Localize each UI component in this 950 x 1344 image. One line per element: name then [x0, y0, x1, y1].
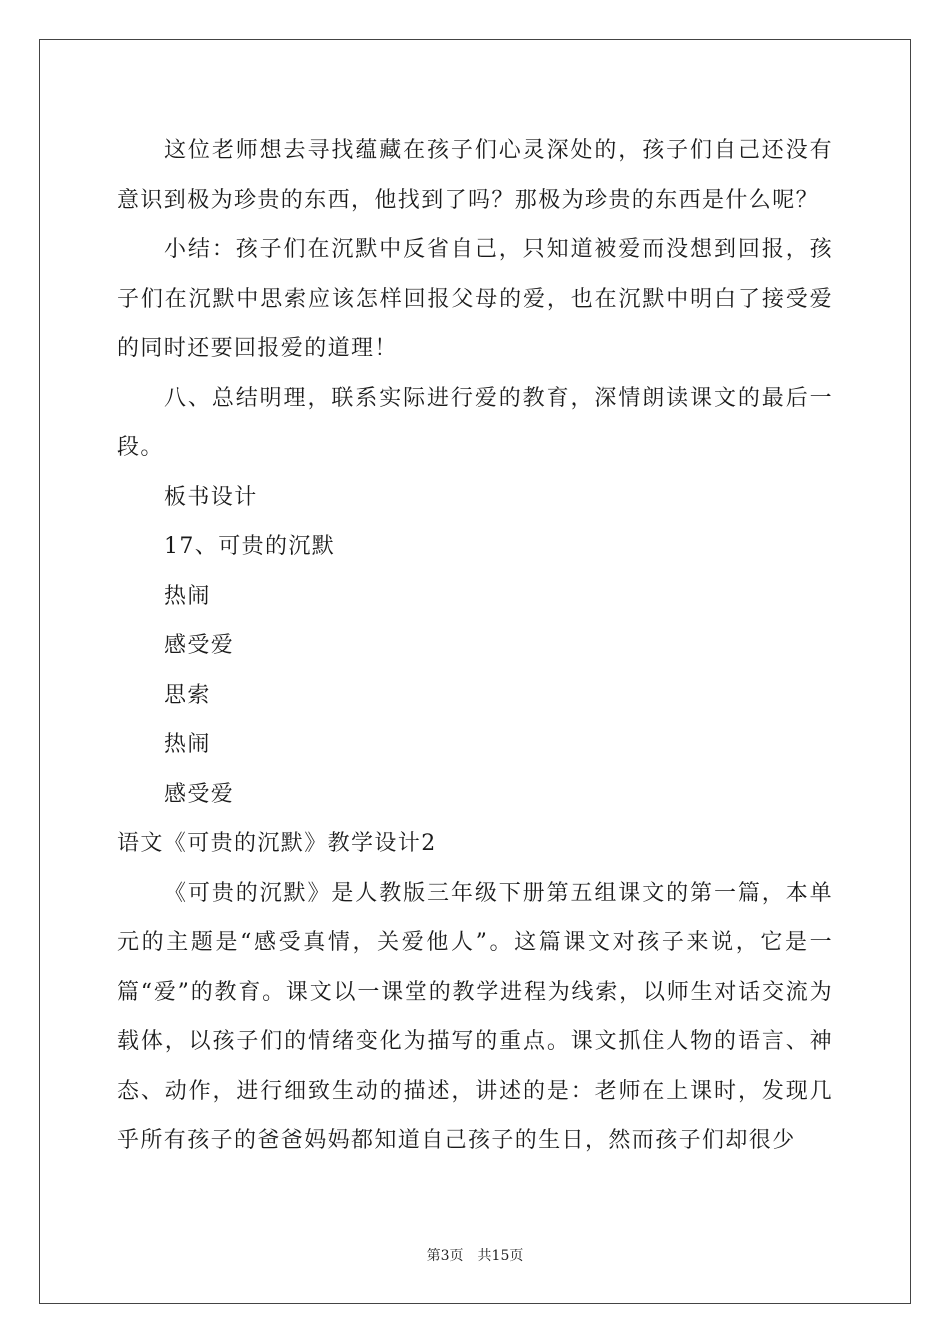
paragraph: 《可贵的沉默》是人教版三年级下册第五组课文的第一篇，本单元的主题是“感受真情，关爱他人”。这篇课文对孩子来说，它是一篇“爱”的教育。课文以一课堂的教学进程为线索，以师生对话交流为载体，以孩子们的情绪变化为描写的重点。课文抓住人物的语言、神态、动作，进行细致生动的描述，讲述的是：老师在上课时，发现几乎所有孩子的爸爸妈妈都知道自己孩子的生日，然而孩子们却很少 [117, 880, 833, 1153]
paragraph: 这位老师想去寻找蕴藏在孩子们心灵深处的，孩子们自己还没有意识到极为珍贵的东西，他找到了吗？那极为珍贵的东西是什么呢？ [117, 138, 833, 213]
page-footer [0, 1245, 950, 1265]
paragraph: 小结：孩子们在沉默中反省自己，只知道被爱而没想到回报，孩子们在沉默中思索应该怎样回报父母的爱，也在沉默中明白了接受爱的同时还要回报爱的道理！ [117, 237, 833, 361]
total-page-count: 共15页 [477, 1248, 524, 1264]
board-design-title: 17、可贵的沉默 [164, 534, 336, 559]
section-title: 语文《可贵的沉默》教学设计2 [117, 831, 437, 856]
board-design-label: 板书设计 [164, 484, 258, 510]
board-design-item: 感受爱 [164, 633, 235, 658]
current-page-number: 第3页 [426, 1248, 464, 1264]
document-body [117, 126, 833, 1166]
paragraph: 八、总结明理，联系实际进行爱的教育，深情朗读课文的最后一段。 [117, 385, 833, 460]
board-design-item: 热闹 [164, 583, 211, 609]
board-design-item: 热闹 [164, 732, 211, 757]
board-design-item: 思索 [164, 682, 211, 708]
board-design-item: 感受爱 [164, 781, 235, 807]
